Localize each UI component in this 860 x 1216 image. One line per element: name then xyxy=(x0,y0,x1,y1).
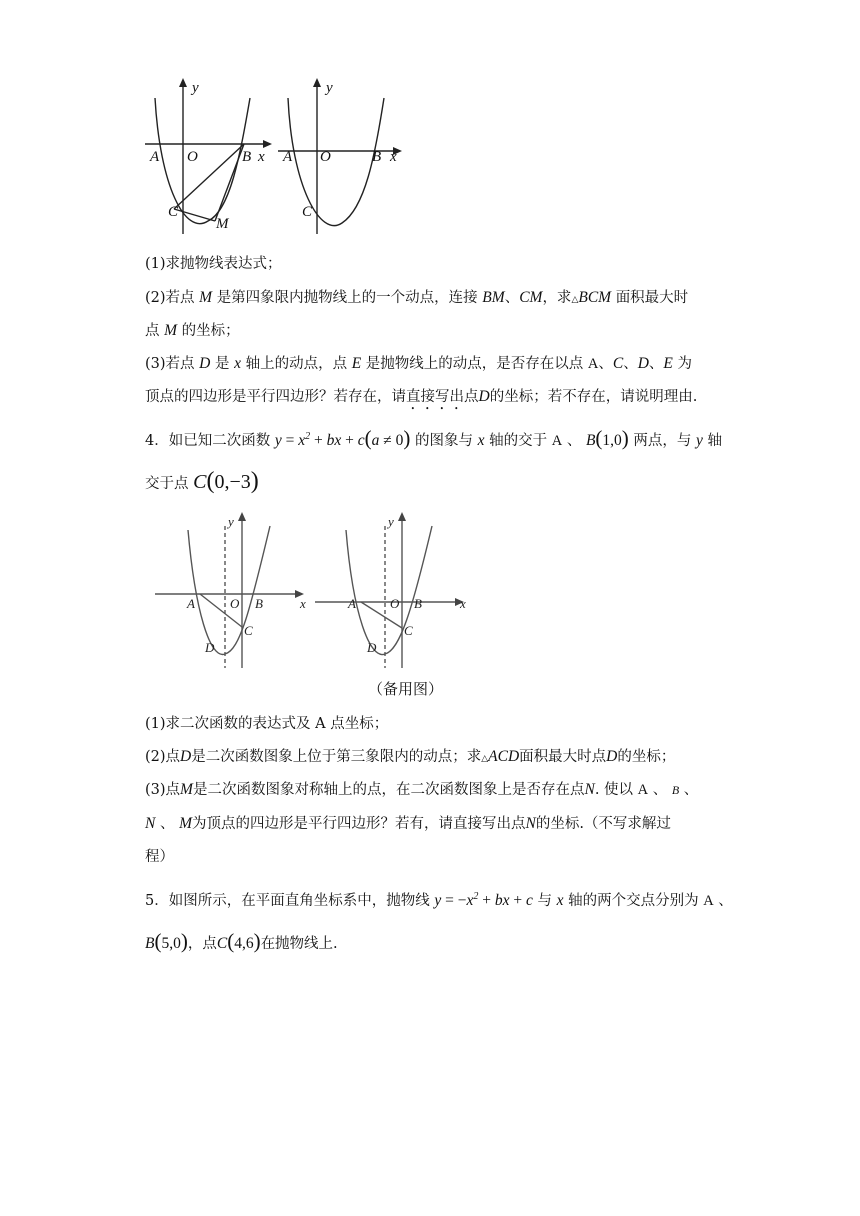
formula: $y = x^2$ + bx + c(a ≠ 0) xyxy=(274,426,411,451)
label-b: B xyxy=(255,596,263,611)
text: 点 xyxy=(145,323,160,339)
text: 轴上的动点，点 xyxy=(245,356,348,372)
var-d: D xyxy=(637,355,649,372)
parabola xyxy=(346,526,432,655)
text: 点 xyxy=(464,389,479,405)
text: 为 xyxy=(677,356,692,372)
label-b: B xyxy=(242,149,252,165)
label-a: A xyxy=(283,149,293,165)
q3-part2-line2 xyxy=(145,320,240,342)
triangle-symbol: △ xyxy=(571,295,579,305)
y-arrow xyxy=(179,78,187,87)
var-m: M xyxy=(180,781,193,798)
label-o: O xyxy=(390,596,400,611)
var-c: C xyxy=(612,355,624,372)
text: 两点，与 xyxy=(633,433,692,450)
text: (3)点 xyxy=(145,782,181,798)
var-e: E xyxy=(663,355,673,372)
x-arrow xyxy=(263,140,272,148)
text: 是二次函数图象上位于第三象限内的动点；求 xyxy=(191,749,482,765)
q4-part1: (1)求二次函数的表达式及 A 点坐标； xyxy=(145,716,389,732)
label-a: A xyxy=(187,596,195,611)
q3-part1: (1)求抛物线表达式； xyxy=(145,256,282,272)
var-x: x xyxy=(556,892,564,910)
label-x: x xyxy=(300,596,306,611)
var-a: A xyxy=(587,356,599,372)
text: 在抛物线上. xyxy=(260,936,338,952)
text: ，求 xyxy=(542,290,572,306)
text: 4．如已知二次函数 xyxy=(145,433,271,450)
label-o: O xyxy=(187,149,198,165)
label-c: C xyxy=(302,204,313,220)
label-y: y xyxy=(388,514,394,529)
segment-cm xyxy=(174,209,215,221)
q4-intro-line2 xyxy=(145,470,259,495)
q4-part2 xyxy=(145,746,675,770)
text: 轴的两个交点分别为 xyxy=(568,893,699,910)
label-c: C xyxy=(404,623,413,638)
emphasis-text: 直接写出 xyxy=(406,389,464,405)
formula: $y = -x^2$ + bx + c xyxy=(434,891,533,910)
text: 是二次函数图象对称轴上的点，在二次函数图象上是否存在点 xyxy=(192,782,585,798)
parabola xyxy=(188,526,270,654)
label-a: A xyxy=(150,149,160,165)
text: (2)若点 xyxy=(145,290,195,306)
var-n: N xyxy=(145,815,156,832)
text: 5．如图所示，在平面直角坐标系中，抛物线 xyxy=(145,893,430,910)
label-m: M xyxy=(216,216,229,232)
label-b: B xyxy=(372,149,382,165)
var-d: D xyxy=(478,388,490,405)
text: (2)点 xyxy=(145,749,181,765)
q3-part3-line2 xyxy=(145,386,697,413)
point-b: B(5,0) xyxy=(145,929,188,953)
var-m: M xyxy=(199,289,213,306)
text: 的坐标； xyxy=(617,749,676,765)
figure-caption: （备用图） xyxy=(368,680,444,698)
text: 的坐标；若不存在，请说明理由. xyxy=(489,389,698,405)
var-m: M xyxy=(179,815,192,832)
label-d: D xyxy=(205,640,215,655)
text: 是第四象限内抛物线上的一个动点，连接 xyxy=(216,290,478,306)
var-bm: BM xyxy=(482,289,505,306)
var-y: y xyxy=(696,432,703,450)
var-d: D xyxy=(199,355,211,372)
point-b: B(1,0) xyxy=(585,426,629,451)
segment-bm xyxy=(215,144,244,221)
var-acd: ACD xyxy=(488,748,520,765)
label-o: O xyxy=(230,596,240,611)
text: 与 xyxy=(537,893,552,910)
q5-intro-line2 xyxy=(145,930,338,955)
point-c: C(0,−3) xyxy=(193,468,259,494)
var-x: x xyxy=(477,432,485,450)
y-arrow xyxy=(398,512,406,521)
var-x: x xyxy=(234,355,241,372)
var-e: E xyxy=(351,355,362,372)
text: 顶点的四边形是平行四边形？若存在，请 xyxy=(145,389,406,405)
var-d: D xyxy=(180,748,192,765)
var-m: M xyxy=(164,322,178,339)
triangle-symbol: △ xyxy=(481,754,489,764)
text: 面积最大时点 xyxy=(519,749,607,765)
text: 交于点 xyxy=(145,476,189,492)
text: 轴的交于 xyxy=(489,433,548,450)
var-n: N xyxy=(525,815,536,832)
var-a: A xyxy=(637,782,649,798)
text: 轴 xyxy=(707,433,723,450)
text: 、 xyxy=(504,290,520,306)
text: 的坐标.（不写求解过 xyxy=(535,816,671,832)
label-o: O xyxy=(320,149,331,165)
var-d: D xyxy=(606,748,618,765)
text: 是抛物线上的动点，是否存在以点 xyxy=(365,356,584,372)
text: 的坐标； xyxy=(181,323,240,339)
label-b: B xyxy=(414,596,422,611)
label-x: x xyxy=(258,149,265,165)
label-x: x xyxy=(390,149,397,165)
label-x: x xyxy=(460,596,466,611)
text: 为顶点的四边形是平行四边形？若有，请直接写出点 xyxy=(191,816,526,832)
text: ，点 xyxy=(187,936,217,952)
text: 是 xyxy=(214,356,230,372)
text: (3)若点 xyxy=(145,356,195,372)
q4-part3-line3: 程） xyxy=(145,849,174,865)
q3-part2-line1 xyxy=(145,287,688,311)
var-n: N xyxy=(584,781,595,798)
var-a: A xyxy=(703,893,714,910)
text: 的图象与 xyxy=(415,433,474,450)
y-arrow xyxy=(313,78,321,87)
point-c: C(4,6) xyxy=(216,929,261,953)
var-cm: CM xyxy=(519,289,543,306)
q3-part3-line1: (3)若点 D 是 x 轴上的动点，点 E 是抛物线上的动点，是否存在以点 A、C、D、E 为 xyxy=(145,355,692,372)
var-b: B xyxy=(671,783,680,797)
label-y: y xyxy=(326,80,333,96)
text: . 使以 xyxy=(594,782,634,798)
label-y: y xyxy=(192,80,199,96)
q4-part3-line2: N 、 M为顶点的四边形是平行四边形？若有，请直接写出点N的坐标.（不写求解过 xyxy=(145,815,671,832)
text: 面积最大时 xyxy=(615,290,689,306)
var-bcm: BCM xyxy=(578,289,612,306)
label-a: A xyxy=(348,596,356,611)
label-c: C xyxy=(244,623,253,638)
q5-intro-line1: 5．如图所示，在平面直角坐标系中，抛物线 $y = -x^2$ + bx + c 与 x 轴的两个交点分别为 A 、 xyxy=(145,891,733,910)
figure-q3-graphs xyxy=(140,76,420,236)
label-d: D xyxy=(367,640,377,655)
label-c: C xyxy=(168,204,179,220)
q4-part3-line1: (3)点M是二次函数图象对称轴上的点，在二次函数图象上是否存在点N. 使以 A 、 B 、 xyxy=(145,781,699,798)
figure-q4-graphs xyxy=(150,510,480,670)
y-arrow xyxy=(238,512,246,521)
label-y: y xyxy=(228,514,234,529)
q4-intro-line1: 4．如已知二次函数 $y = x^2$ + bx + c(a ≠ 0) 的图象与 x 轴的交于 A 、 B(1,0) 两点，与 y 轴 xyxy=(145,426,723,451)
var-a: A xyxy=(551,433,563,450)
